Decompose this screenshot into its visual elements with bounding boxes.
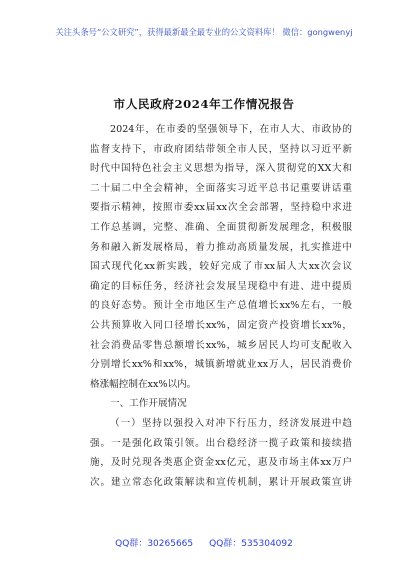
body-line: 一、工作开展情况 <box>110 398 187 410</box>
body-line: 工作总基调，完整、准确、全面贯彻新发展理念，积极服 <box>90 221 352 233</box>
body-line: 2024年，在市委的坚强领导下，在市人大、市政协的 <box>110 124 352 135</box>
top-banner: 关注头条号“公文研究”，获得最新最全最专业的公文资料库！ 微信：gongwenyj <box>55 27 353 37</box>
body-line: 时代中国特色社会主义思想为指导，深入贯彻党的XX大和 <box>90 163 352 175</box>
body-line: 监督支持下，市政府团结带领全市人民，坚持以习近平新 <box>90 143 352 155</box>
body-line: 格涨幅控制在xx%以内。 <box>90 378 197 390</box>
body-line: 公共预算收入同口径增长xx%，固定资产投资增长xx%， <box>90 319 352 331</box>
body-line: 分别增长xx%和xx%，城镇新增就业xx万人，居民消费价 <box>90 359 352 371</box>
document-body <box>90 120 352 492</box>
body-line: 确定的目标任务，经济社会发展呈现稳中有进、进中提质 <box>90 280 352 292</box>
body-line: 二十届二中全会精神，全面落实习近平总书记重要讲话重 <box>90 182 352 194</box>
body-line: 社会消费品零售总额增长xx%，城乡居民人均可支配收入 <box>90 339 352 351</box>
body-line: 强。一是强化政策引领。出台稳经济一揽子政策和接续措 <box>90 437 352 449</box>
document-title: 市人民政府2024年工作情况报告 <box>113 97 295 111</box>
body-line: 国式现代化xx新实践，较好完成了市xx届人大xx次会议 <box>90 261 352 273</box>
body-line: 务和融入新发展格局，着力推动高质量发展，扎实推进中 <box>90 241 352 253</box>
footer-qq-group-2: QQ群：535304092 <box>209 539 293 549</box>
body-line: 的良好态势。预计全市地区生产总值增长xx%左右，一般 <box>90 300 352 312</box>
body-line: 要指示精神，按照市委xx届xx次全会部署，坚持稳中求进 <box>90 202 352 214</box>
body-line: 次。建立常态化政策解读和宣传机制，累计开展政策宣讲 <box>90 476 352 488</box>
body-line: 施，及时兑现各类惠企资金xx亿元，惠及市场主体xx万户 <box>90 457 352 469</box>
footer-contacts <box>0 536 408 549</box>
body-line: （一）坚持以强投入对冲下行压力，经济发展进中趋 <box>110 417 352 429</box>
footer-qq-group-1: QQ群：30265665 <box>115 539 194 549</box>
